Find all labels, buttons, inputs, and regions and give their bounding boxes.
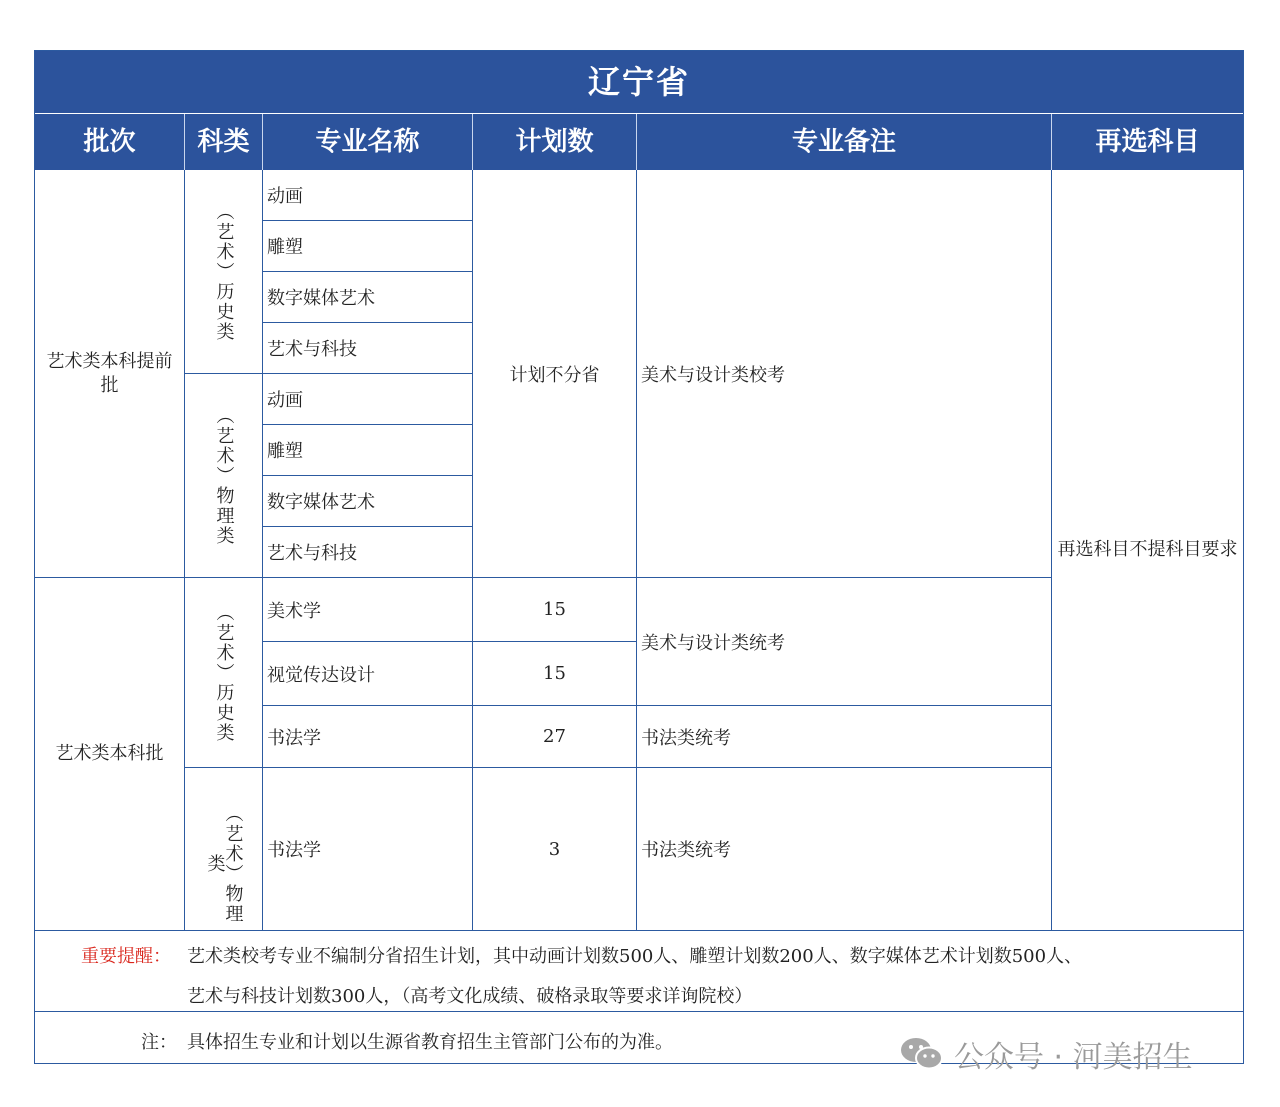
header-category: 科类: [184, 114, 262, 170]
category-cell-early-physics: [184, 374, 262, 578]
batch-early-text: 艺术类本科提前批: [46, 350, 173, 396]
major-name: 美术学: [267, 600, 321, 622]
note-text: 具体招生专业和计划以生源省教育招生主管部门公布的为准。: [187, 1032, 673, 1053]
batch-cell-early: [35, 170, 184, 578]
category-regular-physics-text: （艺术）物理类: [204, 804, 244, 924]
remark-design-text: 美术与设计类统考: [641, 632, 785, 654]
category-cell-regular-physics: [184, 768, 262, 930]
plan-value: 27: [543, 726, 566, 747]
header-reselect: 再选科目: [1051, 114, 1243, 170]
plan-value: 3: [548, 838, 561, 860]
major-cell: [262, 578, 472, 642]
major-cell: [262, 642, 472, 706]
header-remark: 专业备注: [636, 114, 1051, 170]
major-name: 雕塑: [267, 237, 303, 258]
header-row: [35, 114, 1243, 170]
remark-cell-calligraphy: [636, 768, 1051, 930]
remark-cell-design: [636, 578, 1051, 706]
batch-regular-text: 艺术类本科批: [55, 743, 164, 764]
major-cell: [262, 476, 472, 527]
reselect-cell: [1051, 170, 1243, 930]
major-name: 艺术与科技: [267, 543, 357, 564]
plan-early-text: 计划不分省: [509, 364, 600, 386]
category-cell-early-history: [184, 170, 262, 374]
table-title: 辽宁省: [35, 51, 1243, 113]
major-name: 数字媒体艺术: [267, 492, 375, 513]
major-name: 数字媒体艺术: [267, 288, 375, 309]
watermark-text: 公众号 · 河美招生: [954, 1040, 1193, 1075]
major-name: 书法学: [267, 840, 321, 861]
major-name: 动画: [267, 390, 303, 411]
major-cell: [262, 768, 472, 930]
category-regular-history-text: （艺术）历史类: [213, 602, 235, 743]
category-early-history-text: （艺术）历史类: [213, 201, 235, 342]
important-line-1: 艺术类校考专业不编制分省招生计划，其中动画计划数500人、雕塑计划数200人、数字媒体艺术计划数500人、: [187, 946, 1083, 967]
major-cell: [262, 221, 472, 272]
major-cell: [262, 706, 472, 768]
watermark: [900, 1032, 1193, 1076]
wechat-icon: [900, 1036, 944, 1072]
header-plan: 计划数: [472, 114, 636, 170]
major-cell: [262, 272, 472, 323]
plan-value: 15: [543, 663, 566, 684]
major-cell: [262, 374, 472, 425]
header-major: 专业名称: [262, 114, 472, 170]
plan-cell: [472, 642, 636, 706]
major-cell: [262, 527, 472, 578]
major-name: 视觉传达设计: [267, 664, 375, 686]
plan-cell-early: [472, 170, 636, 578]
important-line-2: 艺术与科技计划数300人，（高考文化成绩、破格录取等要求详询院校）: [187, 986, 753, 1007]
header-batch: 批次: [83, 127, 136, 157]
important-label: 重要提醒：: [81, 946, 171, 967]
major-cell: [262, 170, 472, 221]
remark-early-text: 美术与设计类校考: [641, 364, 785, 386]
plan-cell: [472, 706, 636, 768]
remark-cell-early: [636, 170, 1051, 578]
major-cell: [262, 425, 472, 476]
remark-cell-calligraphy: [636, 706, 1051, 768]
plan-cell: [472, 768, 636, 930]
category-early-physics-text: （艺术）物理类: [213, 405, 235, 546]
plan-cell: [472, 578, 636, 642]
remark-calligraphy-text: 书法类统考: [641, 727, 731, 749]
notes-divider: [35, 1011, 1243, 1012]
batch-cell-regular: [35, 578, 184, 930]
category-cell-regular-history: [184, 578, 262, 768]
major-cell: [262, 323, 472, 374]
major-name: 艺术与科技: [267, 339, 357, 360]
major-name: 书法学: [267, 727, 321, 749]
plan-value: 15: [543, 599, 566, 620]
major-name: 动画: [267, 186, 303, 207]
major-name: 雕塑: [267, 441, 303, 462]
remark-calligraphy-text: 书法类统考: [641, 840, 731, 861]
note-label: 注：: [141, 1032, 177, 1053]
admission-table: [34, 50, 1244, 1064]
reselect-text: 再选科目不提科目要求: [1057, 539, 1238, 560]
